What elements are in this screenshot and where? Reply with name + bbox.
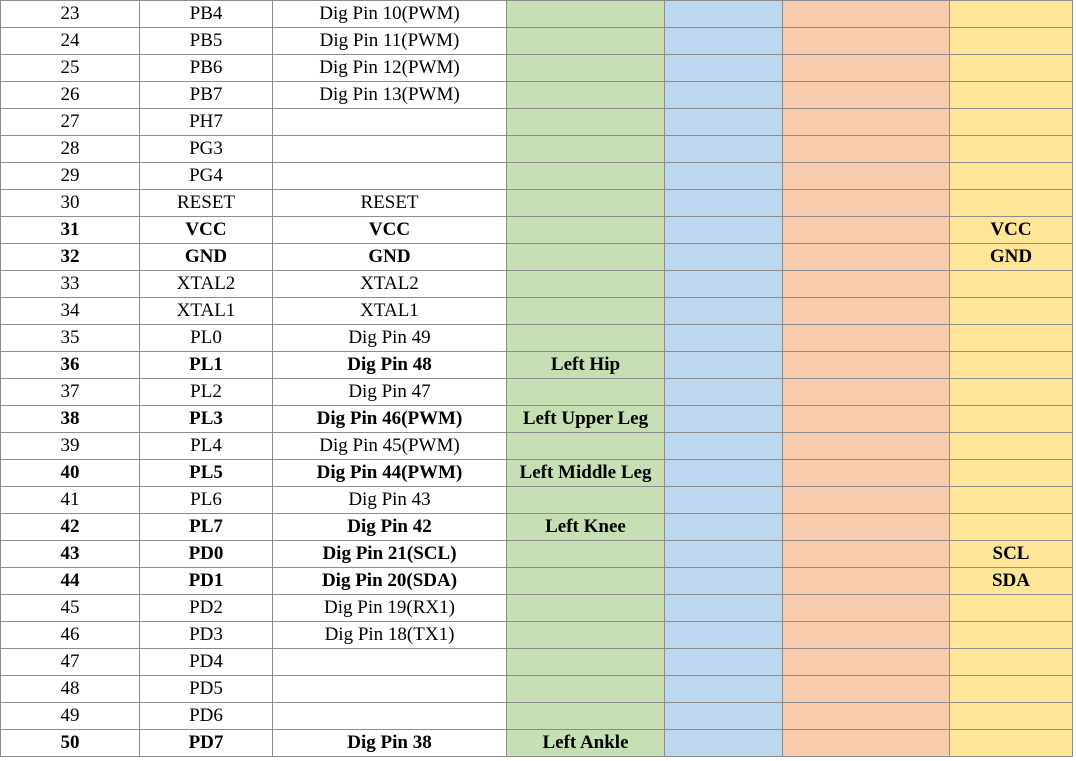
orange-column-cell [783, 649, 950, 676]
joint-cell [507, 217, 665, 244]
orange-column-cell [783, 487, 950, 514]
arduino-pin-cell: Dig Pin 43 [273, 487, 507, 514]
orange-column-cell [783, 217, 950, 244]
blue-column-cell [665, 28, 783, 55]
table-row [1, 622, 1073, 649]
arduino-pin-cell [273, 136, 507, 163]
joint-cell [507, 379, 665, 406]
pin-number-cell: 26 [1, 82, 140, 109]
port-cell: PD5 [140, 676, 273, 703]
port-cell: PL7 [140, 514, 273, 541]
port-cell: XTAL1 [140, 298, 273, 325]
joint-cell [507, 109, 665, 136]
pin-number-cell: 44 [1, 568, 140, 595]
table-row [1, 163, 1073, 190]
blue-column-cell [665, 163, 783, 190]
pin-number-cell: 35 [1, 325, 140, 352]
joint-cell [507, 487, 665, 514]
orange-column-cell [783, 190, 950, 217]
orange-column-cell [783, 55, 950, 82]
blue-column-cell [665, 271, 783, 298]
arduino-pin-cell: Dig Pin 21(SCL) [273, 541, 507, 568]
table-row [1, 109, 1073, 136]
table-row [1, 379, 1073, 406]
pin-number-cell: 24 [1, 28, 140, 55]
blue-column-cell [665, 190, 783, 217]
table-row [1, 487, 1073, 514]
table-row [1, 730, 1073, 757]
port-cell: PH7 [140, 109, 273, 136]
table-row [1, 676, 1073, 703]
power-bus-cell [950, 433, 1073, 460]
blue-column-cell [665, 244, 783, 271]
blue-column-cell [665, 109, 783, 136]
power-bus-cell [950, 622, 1073, 649]
joint-cell [507, 163, 665, 190]
joint-cell: Left Ankle [507, 730, 665, 757]
port-cell: PD7 [140, 730, 273, 757]
table-row [1, 352, 1073, 379]
power-bus-cell [950, 649, 1073, 676]
arduino-pin-cell: Dig Pin 12(PWM) [273, 55, 507, 82]
joint-cell: Left Knee [507, 514, 665, 541]
joint-cell [507, 433, 665, 460]
joint-cell [507, 676, 665, 703]
pin-number-cell: 40 [1, 460, 140, 487]
power-bus-cell [950, 136, 1073, 163]
orange-column-cell [783, 595, 950, 622]
arduino-pin-cell [273, 703, 507, 730]
arduino-pin-cell: Dig Pin 19(RX1) [273, 595, 507, 622]
pin-number-cell: 49 [1, 703, 140, 730]
table-row [1, 514, 1073, 541]
orange-column-cell [783, 1, 950, 28]
table-row [1, 649, 1073, 676]
power-bus-cell: GND [950, 244, 1073, 271]
arduino-pin-cell [273, 676, 507, 703]
table-row [1, 271, 1073, 298]
table-row [1, 55, 1073, 82]
port-cell: PL0 [140, 325, 273, 352]
port-cell: PB5 [140, 28, 273, 55]
orange-column-cell [783, 28, 950, 55]
pin-number-cell: 50 [1, 730, 140, 757]
port-cell: PG4 [140, 163, 273, 190]
port-cell: PL1 [140, 352, 273, 379]
blue-column-cell [665, 568, 783, 595]
power-bus-cell [950, 514, 1073, 541]
orange-column-cell [783, 136, 950, 163]
pin-mapping-body [1, 1, 1073, 757]
power-bus-cell [950, 487, 1073, 514]
joint-cell: Left Middle Leg [507, 460, 665, 487]
table-row [1, 595, 1073, 622]
blue-column-cell [665, 622, 783, 649]
orange-column-cell [783, 298, 950, 325]
port-cell: PB6 [140, 55, 273, 82]
joint-cell [507, 622, 665, 649]
power-bus-cell [950, 676, 1073, 703]
power-bus-cell [950, 109, 1073, 136]
power-bus-cell [950, 379, 1073, 406]
arduino-pin-cell: XTAL2 [273, 271, 507, 298]
orange-column-cell [783, 541, 950, 568]
blue-column-cell [665, 514, 783, 541]
table-row [1, 325, 1073, 352]
blue-column-cell [665, 541, 783, 568]
orange-column-cell [783, 109, 950, 136]
blue-column-cell [665, 703, 783, 730]
pin-number-cell: 33 [1, 271, 140, 298]
table-row [1, 136, 1073, 163]
power-bus-cell [950, 406, 1073, 433]
arduino-pin-cell: Dig Pin 42 [273, 514, 507, 541]
power-bus-cell [950, 1, 1073, 28]
port-cell: GND [140, 244, 273, 271]
power-bus-cell [950, 82, 1073, 109]
joint-cell [507, 298, 665, 325]
blue-column-cell [665, 730, 783, 757]
joint-cell [507, 190, 665, 217]
port-cell: PD0 [140, 541, 273, 568]
blue-column-cell [665, 649, 783, 676]
port-cell: PG3 [140, 136, 273, 163]
power-bus-cell: SCL [950, 541, 1073, 568]
table-row [1, 217, 1073, 244]
pin-number-cell: 25 [1, 55, 140, 82]
port-cell: PB7 [140, 82, 273, 109]
blue-column-cell [665, 136, 783, 163]
orange-column-cell [783, 568, 950, 595]
pin-number-cell: 30 [1, 190, 140, 217]
power-bus-cell [950, 460, 1073, 487]
pin-number-cell: 38 [1, 406, 140, 433]
power-bus-cell [950, 730, 1073, 757]
power-bus-cell: SDA [950, 568, 1073, 595]
power-bus-cell [950, 352, 1073, 379]
blue-column-cell [665, 460, 783, 487]
blue-column-cell [665, 595, 783, 622]
pin-number-cell: 23 [1, 1, 140, 28]
power-bus-cell [950, 595, 1073, 622]
arduino-pin-cell: Dig Pin 44(PWM) [273, 460, 507, 487]
orange-column-cell [783, 352, 950, 379]
port-cell: RESET [140, 190, 273, 217]
blue-column-cell [665, 82, 783, 109]
orange-column-cell [783, 433, 950, 460]
pin-number-cell: 46 [1, 622, 140, 649]
port-cell: PB4 [140, 1, 273, 28]
arduino-pin-cell: Dig Pin 10(PWM) [273, 1, 507, 28]
pin-number-cell: 39 [1, 433, 140, 460]
arduino-pin-cell: RESET [273, 190, 507, 217]
arduino-pin-cell: GND [273, 244, 507, 271]
arduino-pin-cell: XTAL1 [273, 298, 507, 325]
pin-number-cell: 48 [1, 676, 140, 703]
orange-column-cell [783, 163, 950, 190]
table-row [1, 82, 1073, 109]
port-cell: VCC [140, 217, 273, 244]
orange-column-cell [783, 325, 950, 352]
orange-column-cell [783, 622, 950, 649]
port-cell: PL4 [140, 433, 273, 460]
arduino-pin-cell: Dig Pin 20(SDA) [273, 568, 507, 595]
orange-column-cell [783, 406, 950, 433]
power-bus-cell [950, 28, 1073, 55]
joint-cell [507, 649, 665, 676]
arduino-pin-cell: Dig Pin 48 [273, 352, 507, 379]
power-bus-cell [950, 271, 1073, 298]
joint-cell: Left Upper Leg [507, 406, 665, 433]
orange-column-cell [783, 514, 950, 541]
port-cell: PL5 [140, 460, 273, 487]
orange-column-cell [783, 730, 950, 757]
orange-column-cell [783, 82, 950, 109]
orange-column-cell [783, 676, 950, 703]
arduino-pin-cell: Dig Pin 47 [273, 379, 507, 406]
blue-column-cell [665, 676, 783, 703]
table-row [1, 28, 1073, 55]
pin-number-cell: 29 [1, 163, 140, 190]
port-cell: PD1 [140, 568, 273, 595]
blue-column-cell [665, 217, 783, 244]
blue-column-cell [665, 406, 783, 433]
table-row [1, 703, 1073, 730]
joint-cell [507, 1, 665, 28]
orange-column-cell [783, 271, 950, 298]
port-cell: PL2 [140, 379, 273, 406]
table-row [1, 568, 1073, 595]
table-row [1, 298, 1073, 325]
joint-cell [507, 541, 665, 568]
power-bus-cell [950, 55, 1073, 82]
power-bus-cell [950, 298, 1073, 325]
arduino-pin-cell: Dig Pin 13(PWM) [273, 82, 507, 109]
power-bus-cell [950, 163, 1073, 190]
blue-column-cell [665, 298, 783, 325]
pin-number-cell: 34 [1, 298, 140, 325]
orange-column-cell [783, 379, 950, 406]
port-cell: PD4 [140, 649, 273, 676]
blue-column-cell [665, 379, 783, 406]
arduino-pin-cell: Dig Pin 38 [273, 730, 507, 757]
joint-cell [507, 271, 665, 298]
pin-number-cell: 41 [1, 487, 140, 514]
pin-number-cell: 28 [1, 136, 140, 163]
arduino-pin-cell: Dig Pin 46(PWM) [273, 406, 507, 433]
joint-cell: Left Hip [507, 352, 665, 379]
port-cell: PL6 [140, 487, 273, 514]
pin-number-cell: 43 [1, 541, 140, 568]
joint-cell [507, 55, 665, 82]
arduino-pin-cell: Dig Pin 49 [273, 325, 507, 352]
power-bus-cell [950, 190, 1073, 217]
joint-cell [507, 82, 665, 109]
table-row [1, 433, 1073, 460]
port-cell: PD6 [140, 703, 273, 730]
table-row [1, 460, 1073, 487]
arduino-pin-cell [273, 109, 507, 136]
blue-column-cell [665, 55, 783, 82]
joint-cell [507, 703, 665, 730]
arduino-pin-cell: Dig Pin 11(PWM) [273, 28, 507, 55]
joint-cell [507, 136, 665, 163]
pin-number-cell: 36 [1, 352, 140, 379]
arduino-pin-cell [273, 649, 507, 676]
pin-number-cell: 47 [1, 649, 140, 676]
power-bus-cell [950, 325, 1073, 352]
pin-number-cell: 37 [1, 379, 140, 406]
orange-column-cell [783, 244, 950, 271]
power-bus-cell: VCC [950, 217, 1073, 244]
orange-column-cell [783, 460, 950, 487]
port-cell: PL3 [140, 406, 273, 433]
joint-cell [507, 568, 665, 595]
port-cell: PD3 [140, 622, 273, 649]
pin-number-cell: 27 [1, 109, 140, 136]
pin-number-cell: 31 [1, 217, 140, 244]
port-cell: PD2 [140, 595, 273, 622]
joint-cell [507, 244, 665, 271]
blue-column-cell [665, 352, 783, 379]
joint-cell [507, 325, 665, 352]
table-row [1, 1, 1073, 28]
arduino-pin-cell: Dig Pin 18(TX1) [273, 622, 507, 649]
blue-column-cell [665, 433, 783, 460]
pin-number-cell: 42 [1, 514, 140, 541]
arduino-pin-cell [273, 163, 507, 190]
table-row [1, 190, 1073, 217]
joint-cell [507, 28, 665, 55]
blue-column-cell [665, 487, 783, 514]
arduino-pin-cell: VCC [273, 217, 507, 244]
arduino-pin-cell: Dig Pin 45(PWM) [273, 433, 507, 460]
port-cell: XTAL2 [140, 271, 273, 298]
power-bus-cell [950, 703, 1073, 730]
pin-number-cell: 45 [1, 595, 140, 622]
orange-column-cell [783, 703, 950, 730]
blue-column-cell [665, 325, 783, 352]
blue-column-cell [665, 1, 783, 28]
table-row [1, 244, 1073, 271]
joint-cell [507, 595, 665, 622]
table-row [1, 406, 1073, 433]
table-row [1, 541, 1073, 568]
pin-number-cell: 32 [1, 244, 140, 271]
